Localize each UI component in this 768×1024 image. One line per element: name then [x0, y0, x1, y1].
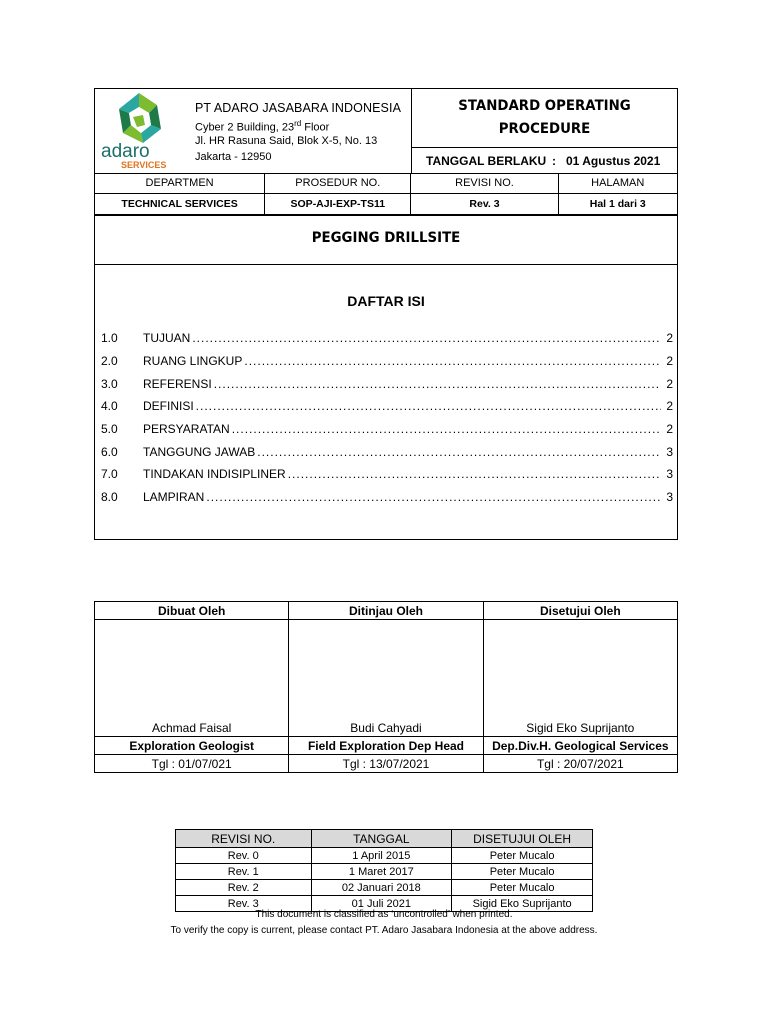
approval-role-row [95, 737, 678, 755]
meta-header-row [95, 173, 677, 194]
company-address-line-1 [195, 119, 329, 134]
role-approved-by: Dep.Div.H. Geological Services [483, 737, 677, 755]
toc-item-page: 3 [666, 490, 673, 505]
toc-item-page: 3 [666, 467, 673, 482]
revision-approver: Peter Mucalo [452, 864, 593, 880]
footer-verify-note: To verify the copy is current, please contact PT. Adaro Jasabara Indonesia at the above address. [170, 925, 598, 936]
company-info-cell [95, 89, 412, 173]
toc-item-label: LAMPIRAN [143, 490, 205, 505]
toc-item-number: 6.0 [101, 444, 118, 459]
toc-item[interactable] [101, 395, 673, 418]
address-line-1-text: Cyber 2 Building, 23 [195, 121, 295, 134]
meta-header-revision-no: REVISI NO. [411, 173, 558, 194]
meta-value-department: TECHNICAL SERVICES [95, 194, 265, 215]
company-name: PT ADARO JASABARA INDONESIA [195, 101, 402, 115]
toc-item-label: REFERENSI [143, 376, 212, 391]
table-row [176, 880, 593, 896]
revision-approver: Peter Mucalo [452, 848, 593, 864]
toc-item-page: 2 [666, 399, 673, 414]
meta-header-procedure-no: PROSEDUR NO. [265, 173, 411, 194]
revision-no: Rev. 1 [176, 864, 312, 880]
toc-item[interactable] [101, 418, 673, 441]
approval-header-approved-by: Disetujui Oleh [483, 602, 677, 620]
approval-table [94, 601, 678, 773]
approval-header-created-by: Dibuat Oleh [95, 602, 289, 620]
revision-header-date: TANGGAL [311, 830, 452, 848]
approval-signature-row [95, 620, 678, 737]
toc-item-number: 3.0 [101, 376, 118, 391]
role-reviewed-by: Field Exploration Dep Head [289, 737, 483, 755]
table-of-contents [101, 327, 673, 509]
toc-item[interactable] [101, 327, 673, 350]
footer-uncontrolled-note: This document is classified as ‘uncontrolled’ when printed. [255, 909, 513, 920]
company-address-line-2: Jl. HR Rasuna Said, Blok X-5, No. 13 [195, 135, 378, 147]
approval-header-reviewed-by: Ditinjau Oleh [289, 602, 483, 620]
revision-header-row [176, 830, 593, 848]
toc-item-number: 2.0 [101, 354, 118, 369]
revision-approver: Sigid Eko Suprijanto [452, 896, 593, 912]
toc-item-number: 8.0 [101, 490, 118, 505]
signature-name-created-by: Achmad Faisal [95, 620, 289, 737]
toc-item-label: TUJUAN [143, 331, 191, 346]
adaro-services-logo [99, 91, 179, 171]
date-created-by: Tgl : 01/07/021 [95, 755, 289, 773]
sop-title-line-2: PROCEDURE [498, 121, 591, 137]
toc-item-number: 1.0 [101, 331, 118, 346]
document-title-row [95, 215, 677, 265]
toc-item[interactable] [101, 440, 673, 463]
meta-value-procedure-no: SOP-AJI-EXP-TS11 [265, 194, 411, 215]
role-created-by: Exploration Geologist [95, 737, 289, 755]
sop-title-line-1: STANDARD OPERATING [458, 98, 631, 114]
sop-title [423, 95, 667, 141]
approval-date-row [95, 755, 678, 773]
revision-history-table [175, 829, 593, 912]
toc-item-page: 3 [666, 444, 673, 459]
approval-header-row [95, 602, 678, 620]
meta-value-row [95, 194, 677, 215]
toc-item-number: 5.0 [101, 422, 118, 437]
toc-item-page: 2 [666, 354, 673, 369]
toc-item[interactable] [101, 350, 673, 373]
toc-item-number: 7.0 [101, 467, 118, 482]
effective-date-value: 01 Agustus 2021 [566, 154, 661, 168]
effective-date-row [412, 147, 677, 174]
meta-header-department: DEPARTMEN [95, 173, 265, 194]
toc-item[interactable] [101, 486, 673, 509]
revision-date: 1 April 2015 [311, 848, 452, 864]
revision-date: 02 Januari 2018 [311, 880, 452, 896]
toc-item-label: DEFINISI [143, 399, 194, 414]
meta-value-page: Hal 1 dari 3 [558, 194, 677, 215]
revision-date: 01 Juli 2021 [311, 896, 452, 912]
toc-heading: DAFTAR ISI [347, 293, 425, 309]
document-meta-table [95, 173, 677, 215]
effective-date-label: TANGGAL BERLAKU [426, 154, 547, 168]
logo-text: adaro [101, 141, 150, 162]
sop-header-block [94, 88, 678, 540]
header-top-row [95, 89, 677, 174]
meta-value-revision-no: Rev. 3 [411, 194, 558, 215]
toc-leader-dots [192, 331, 661, 345]
revision-no: Rev. 2 [176, 880, 312, 896]
toc-item-label: RUANG LINGKUP [143, 354, 243, 369]
revision-header-approved-by: DISETUJUI OLEH [452, 830, 593, 848]
revision-approver: Peter Mucalo [452, 880, 593, 896]
date-reviewed-by: Tgl : 13/07/2021 [289, 755, 483, 773]
toc-leader-dots [232, 422, 661, 436]
toc-leader-dots [257, 445, 661, 459]
signature-name-reviewed-by: Budi Cahyadi [289, 620, 483, 737]
company-address-line-3: Jakarta - 12950 [195, 151, 272, 163]
toc-item-label: TINDAKAN INDISIPLINER [143, 467, 286, 482]
revision-no: Rev. 3 [176, 896, 312, 912]
revision-header-no: REVISI NO. [176, 830, 312, 848]
logo-subtext: SERVICES [121, 160, 167, 170]
document-title: PEGGING DRILLSITE [311, 230, 461, 246]
table-row [176, 848, 593, 864]
toc-leader-dots [244, 354, 661, 368]
toc-leader-dots [206, 490, 661, 504]
toc-item-number: 4.0 [101, 399, 118, 414]
revision-no: Rev. 0 [176, 848, 312, 864]
table-row [176, 864, 593, 880]
address-floor-superscript: rd [294, 119, 302, 128]
toc-item[interactable] [101, 463, 673, 486]
sop-title-cell [412, 89, 677, 173]
signature-name-approved-by: Sigid Eko Suprijanto [483, 620, 677, 737]
toc-leader-dots [214, 377, 661, 391]
toc-leader-dots [288, 467, 661, 481]
meta-header-page: HALAMAN [558, 173, 677, 194]
toc-item-page: 2 [666, 331, 673, 346]
effective-date-colon: : [552, 154, 556, 168]
revision-date: 1 Maret 2017 [311, 864, 452, 880]
toc-item-label: PERSYARATAN [143, 422, 230, 437]
toc-item-label: TANGGUNG JAWAB [143, 444, 256, 459]
date-approved-by: Tgl : 20/07/2021 [483, 755, 677, 773]
toc-item-page: 2 [666, 376, 673, 391]
toc-item[interactable] [101, 372, 673, 395]
address-line-1-suffix: Floor [301, 121, 330, 134]
toc-item-page: 2 [666, 422, 673, 437]
toc-leader-dots [196, 399, 661, 413]
